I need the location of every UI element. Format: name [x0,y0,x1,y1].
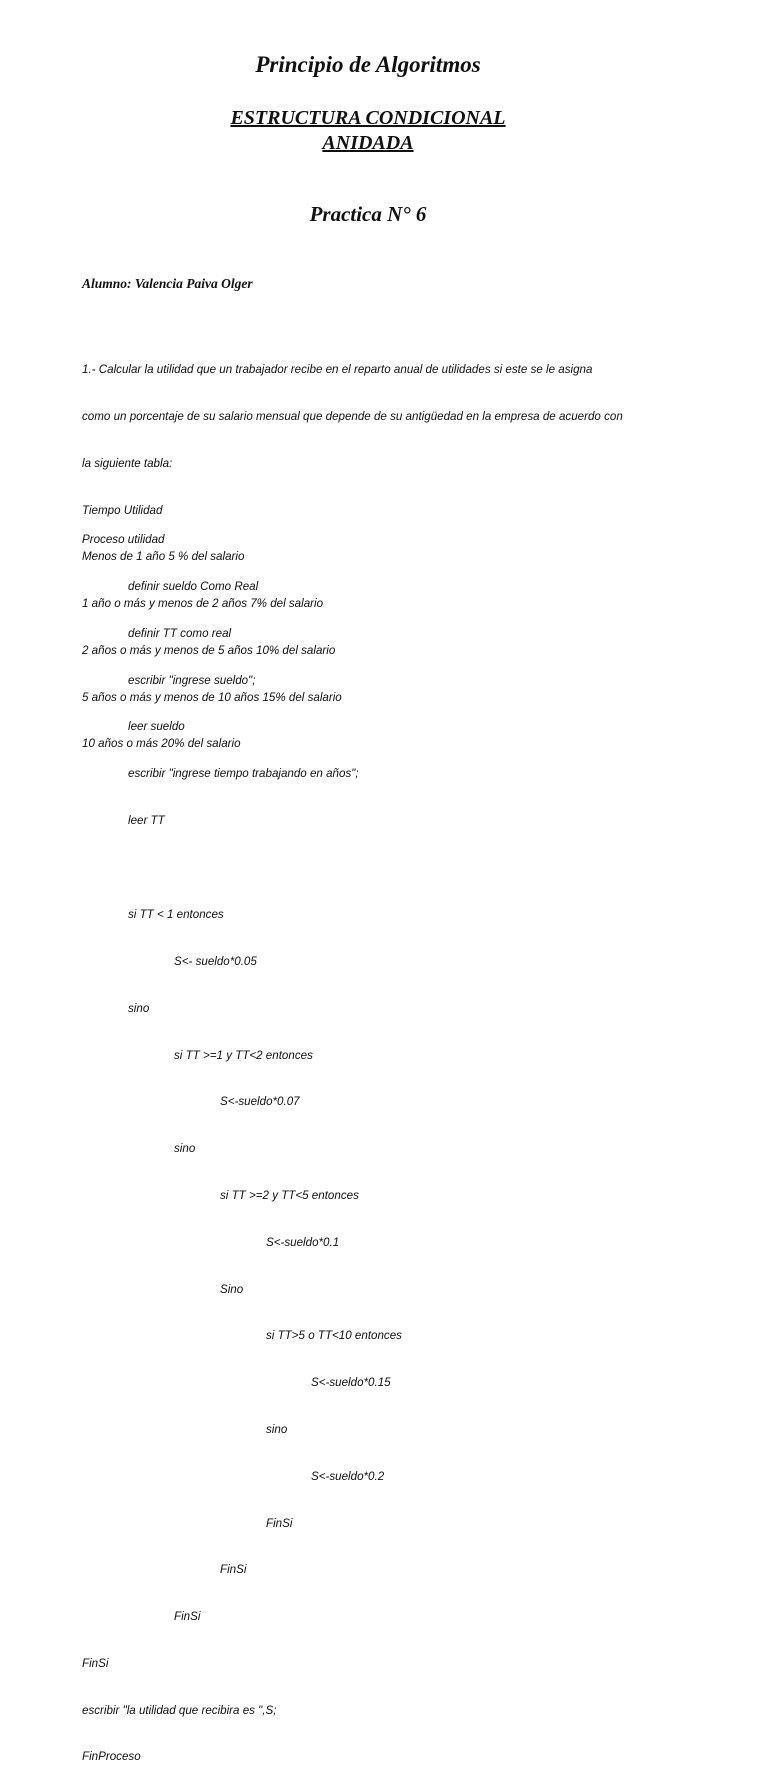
code-line: definir TT como real [128,626,232,640]
code-line: S<-sueldo*0.07 [220,1095,300,1109]
code-line: si TT < 1 entonces [128,908,224,922]
table-row: 2 años o más y menos de 5 años 10% del salario [82,643,336,657]
subtitle-line: ANIDADA [322,132,414,154]
code-line: FinSi [266,1516,293,1530]
code-line: Sino [220,1282,244,1296]
code-line: S<- sueldo*0.05 [174,955,257,969]
code-line: sino [128,1001,150,1015]
code-line: escribir "ingrese sueldo"; [128,673,256,687]
code-line: FinSi [82,1656,109,1670]
document-title: Principio de Algoritmos [255,52,481,77]
table-row: 10 años o más 20% del salario [82,737,241,751]
table-row: 5 años o más y menos de 10 años 15% del salario [82,690,342,704]
code-line: definir sueldo Como Real [128,579,259,593]
table-header: Tiempo Utilidad [82,503,163,517]
table-row: Menos de 1 año 5 % del salario [82,550,245,564]
code-line: sino [174,1142,196,1156]
code-line: Proceso utilidad [82,533,165,547]
document-subtitle [0,106,736,156]
problem-line: la siguiente tabla: [82,456,173,470]
table-row: 1 año o más y menos de 2 años 7% del salario [82,597,324,611]
code-line: escribir "ingrese tiempo trabajando en años"; [128,767,359,781]
code-line: S<-sueldo*0.1 [266,1235,340,1249]
code-line: FinSi [220,1563,247,1577]
problem-line: como un porcentaje de su salario mensual que depende de su antigüedad en la empresa de acuerdo con [82,409,623,423]
problem-line: 1.- Calcular la utilidad que un trabajador recibe en el reparto anual de utilidades si este se le asigna [82,363,593,377]
code-line: leer sueldo [128,720,185,734]
code-line: S<-sueldo*0.2 [311,1469,385,1483]
subtitle-line: ESTRUCTURA CONDICIONAL [230,107,506,129]
practice-number: Practica N° 6 [309,202,427,226]
code-line: FinSi [174,1610,201,1624]
code-line: si TT >=2 y TT<5 entonces [220,1189,359,1203]
student-name: Alumno: Valencia Paiva Olger [82,276,253,291]
code-line: escribir "la utilidad que recibira es ",S; [82,1703,277,1717]
code-line: S<-sueldo*0.15 [311,1376,391,1390]
code-line: leer TT [128,813,165,827]
code-line: si TT >=1 y TT<2 entonces [174,1048,313,1062]
pseudocode [82,501,402,1781]
code-line: si TT>5 o TT<10 entonces [266,1329,402,1343]
code-line: sino [266,1422,288,1436]
blank-line [82,860,402,877]
code-line: FinProceso [82,1750,141,1764]
